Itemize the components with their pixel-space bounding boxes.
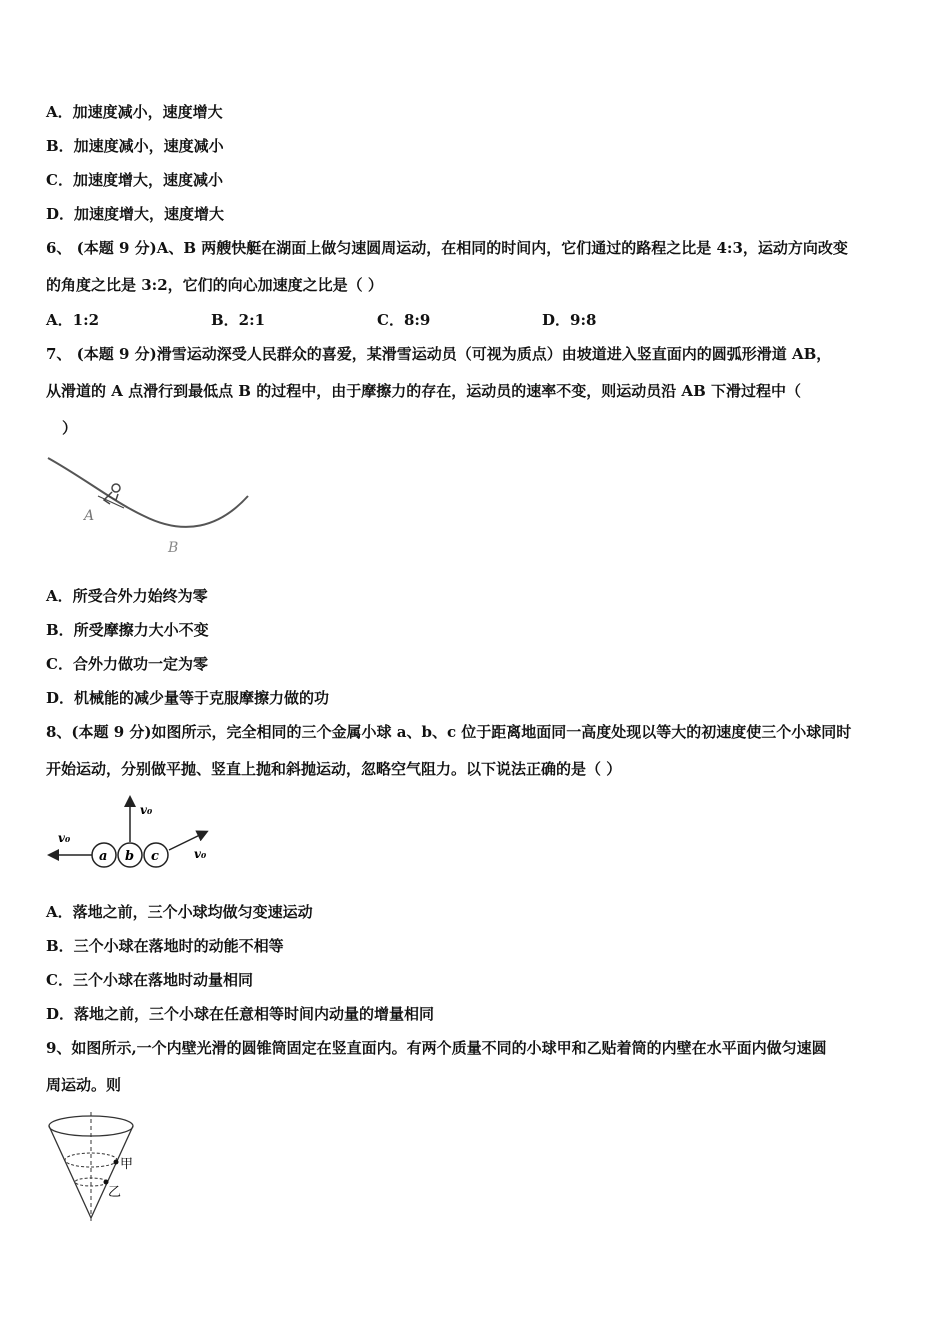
- q7-ski-slope-figure: [44, 450, 254, 560]
- q7-stem-line2: 从滑道的 A 点滑行到最低点 B 的过程中，由于摩擦力的存在，运动员的速率不变，则运动员沿 AB 下滑过程中（: [46, 382, 801, 400]
- q5-option-a: A．加速度减小，速度增大: [46, 103, 223, 121]
- ball-jia: [114, 1160, 119, 1165]
- q6-option-d: D．9:8: [542, 311, 597, 329]
- q8-option-c: C．三个小球在落地时动量相同: [46, 971, 253, 989]
- q6-option-c: C．8:9: [377, 311, 431, 329]
- q5-option-c: C．加速度增大，速度减小: [46, 171, 223, 189]
- ball-a-label: a: [99, 849, 108, 864]
- q8-option-b: B．三个小球在落地时的动能不相等: [46, 937, 284, 955]
- q6-option-a: A．1:2: [46, 311, 100, 329]
- q8-stem-line1: 8、(本题 9 分)如图所示，完全相同的三个金属小球 a、b、c 位于距离地面同一高度处现以等大的初速度使三个小球同时: [46, 723, 852, 741]
- q7-option-c: C．合外力做功一定为零: [46, 655, 208, 673]
- q6-options: [46, 310, 906, 330]
- q7-option-d: D．机械能的减少量等于克服摩擦力做的功: [46, 689, 330, 707]
- q9-stem-line2: 周运动。则: [46, 1076, 122, 1094]
- q7-stem-line1: 7、 (本题 9 分)滑雪运动深受人民群众的喜爱，某滑雪运动员（可视为质点）由坡道进入竖直面内的圆弧形滑道 AB，: [46, 345, 832, 363]
- q8-three-balls-figure: [44, 790, 224, 880]
- yi-label: 乙: [108, 1185, 122, 1200]
- q8-option-d: D．落地之前，三个小球在任意相等时间内动量的增量相同: [46, 1005, 435, 1023]
- ball-yi: [104, 1180, 109, 1185]
- q7-stem-line3: ）: [62, 419, 78, 437]
- q6-option-b: B．2:1: [211, 311, 266, 329]
- q7-option-a: A．所受合外力始终为零: [46, 587, 208, 605]
- v0-left-label: v₀: [58, 831, 71, 845]
- q9-stem-line1: 9、如图所示,一个内壁光滑的圆锥筒固定在竖直面内。有两个质量不同的小球甲和乙贴着筒的内壁在水平面内做匀速圆: [46, 1039, 827, 1057]
- point-a-label: A: [84, 508, 95, 524]
- ball-b-label: b: [125, 849, 135, 864]
- q6-stem-line1: 6、 (本题 9 分)A、B 两艘快艇在湖面上做匀速圆周运动，在相同的时间内，它们通过的路程之比是 4:3，运动方向改变: [46, 239, 848, 257]
- point-b-label: B: [168, 540, 179, 556]
- skier-icon: [98, 484, 124, 508]
- ball-c-label: c: [151, 849, 159, 864]
- q5-option-b: B．加速度减小，速度减小: [46, 137, 224, 155]
- q7-option-b: B．所受摩擦力大小不变: [46, 621, 209, 639]
- q5-option-d: D．加速度增大，速度增大: [46, 205, 225, 223]
- q9-cone-figure: [44, 1110, 154, 1225]
- v0-right-label: v₀: [194, 847, 207, 861]
- q8-stem-line2: 开始运动，分别做平抛、竖直上抛和斜抛运动，忽略空气阻力。以下说法正确的是（ ）: [46, 760, 622, 778]
- q8-option-a: A．落地之前，三个小球均做匀变速运动: [46, 903, 313, 921]
- v0-up-label: v₀: [140, 803, 153, 817]
- q6-stem-line2: 的角度之比是 3:2，它们的向心加速度之比是（ ）: [46, 276, 383, 294]
- jia-label: 甲: [120, 1157, 134, 1172]
